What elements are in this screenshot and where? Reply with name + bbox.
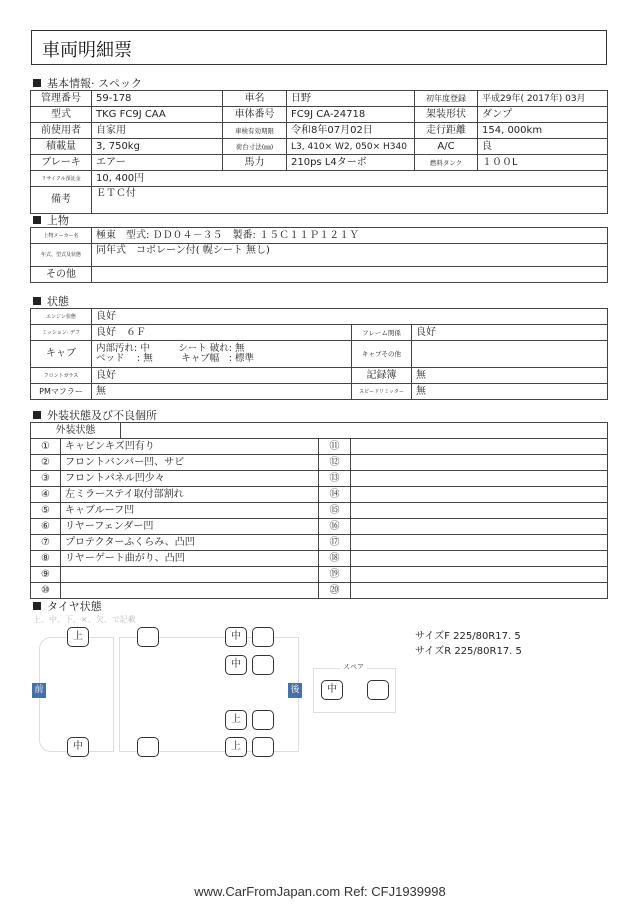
table-row [31, 439, 608, 455]
defect-text: プロテクターふくらみ、凸凹 [61, 535, 319, 551]
body-type-value: ダンプ [478, 107, 608, 123]
fuel-label: 燃料タンク [415, 155, 478, 171]
tire-front-right[interactable]: 中 [67, 737, 89, 757]
table-row [31, 551, 608, 567]
model-label: 型式 [31, 107, 92, 123]
mission-label: ミッション· デフ [31, 325, 92, 341]
table-row [31, 171, 608, 187]
bed-size-label: 荷台寸法(㎜) [223, 139, 287, 155]
car-name-value: 日野 [287, 91, 415, 107]
mileage-value: 154, 000km [478, 123, 608, 139]
tire-mid-top[interactable] [137, 627, 159, 647]
defect-number: ⑧ [31, 551, 61, 567]
limiter-label: スピードリミッター [352, 384, 412, 400]
tire-rear-r1-inner[interactable] [252, 737, 274, 757]
other-label: その他 [31, 267, 92, 283]
year-value: 同年式 コボレーン付( 幌シート 無し) [92, 244, 608, 267]
muffler-value: 無 [92, 384, 352, 400]
table-row [31, 567, 608, 583]
tire-rear-l2-inner[interactable] [252, 655, 274, 675]
section-exterior-heading: 外装状態及び不良個所 [33, 407, 157, 423]
defect-text [351, 519, 608, 535]
recycle-value: 10, 400円 [92, 171, 608, 187]
defect-text [351, 471, 608, 487]
section-body-heading: 上物 [33, 212, 69, 228]
car-name-label: 車名 [223, 91, 287, 107]
tire-spare-2[interactable] [367, 680, 389, 700]
inspection-value: 令和8年07月02日 [287, 123, 415, 139]
ac-label: A/C [415, 139, 478, 155]
body-type-label: 架装形状 [415, 107, 478, 123]
recycle-label: リサイクル預託金 [31, 171, 92, 187]
defect-text [351, 567, 608, 583]
windshield-label: フロントガラス [31, 368, 92, 384]
defect-number: ⑰ [319, 535, 351, 551]
cab-line-1: 内部汚れ: 中 シート 破れ: 無 [96, 343, 245, 354]
tire-front-left[interactable]: 上 [67, 627, 89, 647]
section-condition-heading: 状態 [33, 293, 69, 309]
table-row [31, 487, 608, 503]
spare-label: スペア [340, 662, 367, 672]
defect-text [61, 583, 319, 599]
defect-number: ⑨ [31, 567, 61, 583]
defect-number: ⑪ [319, 439, 351, 455]
defect-text: 左ミラーステイ取付部割れ [61, 487, 319, 503]
ac-value: 良 [478, 139, 608, 155]
engine-value: 良好 [92, 309, 608, 325]
defect-number: ⑥ [31, 519, 61, 535]
table-row [31, 325, 608, 341]
defect-number: ⑮ [319, 503, 351, 519]
tire-rear-l2-outer[interactable]: 中 [225, 655, 247, 675]
rear-marker: 後 [288, 683, 302, 698]
defect-text [351, 583, 608, 599]
table-row [31, 309, 608, 325]
table-row [31, 123, 608, 139]
defect-text [61, 567, 319, 583]
defect-text: フロントパネル凹少々 [61, 471, 319, 487]
defect-number: ⑯ [319, 519, 351, 535]
tire-rear-l1-inner[interactable] [252, 627, 274, 647]
capacity-value: 3, 750kg [92, 139, 223, 155]
tire-rear-r2-inner[interactable] [252, 710, 274, 730]
exterior-table [30, 422, 608, 599]
table-row [31, 267, 608, 283]
defect-text: キャビンキズ凹有り [61, 439, 319, 455]
defect-text [351, 503, 608, 519]
bed-size-value: L3, 410× W2, 050× H340 [287, 139, 415, 155]
chassis-value: FC9J CA-24718 [287, 107, 415, 123]
prev-user-label: 前使用者 [31, 123, 92, 139]
body-table [30, 227, 608, 283]
notes-label: 備考 [31, 187, 92, 214]
first-reg-label: 初年度登録 [415, 91, 478, 107]
table-row [31, 139, 608, 155]
mission-value: 良好 ６Ｆ [92, 325, 352, 341]
basic-info-table [30, 90, 608, 214]
record-label: 記録簿 [352, 368, 412, 384]
defect-number: ① [31, 439, 61, 455]
windshield-value: 良好 [92, 368, 352, 384]
footer-reference: www.CarFromJapan.com Ref: CFJ1939998 [194, 884, 446, 899]
table-row [31, 91, 608, 107]
table-row [31, 471, 608, 487]
brake-value: エアー [92, 155, 223, 171]
table-row [31, 503, 608, 519]
defect-text: リヤーゲート曲がり、凸凹 [61, 551, 319, 567]
other-value [92, 267, 608, 283]
record-value: 無 [412, 368, 608, 384]
defect-text [351, 455, 608, 471]
defect-number: ⑲ [319, 567, 351, 583]
maker-value: 極東 型式: ＤＤ０４－３５ 製番: １５Ｃ１１Ｐ１２１Ｙ [92, 228, 608, 244]
table-row [31, 228, 608, 244]
table-row [31, 423, 608, 439]
defect-number: ⑱ [319, 551, 351, 567]
cab-label: キャブ [31, 341, 92, 368]
defect-number: ⑭ [319, 487, 351, 503]
front-marker: 前 [32, 683, 46, 698]
notes-value: ＥＴＣ付 [92, 187, 608, 214]
tire-spare-1[interactable]: 中 [321, 680, 343, 700]
document-title: 車両明細票 [42, 40, 132, 61]
table-row [31, 455, 608, 471]
table-row [31, 535, 608, 551]
defect-number: ② [31, 455, 61, 471]
defect-number: ⑳ [319, 583, 351, 599]
fuel-value: １００L [478, 155, 608, 171]
brake-label: ブレーキ [31, 155, 92, 171]
section-tires-heading: タイヤ状態 [33, 598, 102, 614]
table-row [31, 368, 608, 384]
tire-rear-l1-outer[interactable]: 中 [225, 627, 247, 647]
defect-text: リヤーフェンダー凹 [61, 519, 319, 535]
year-label: 年式、型式及状態 [31, 244, 92, 267]
mgmt-no-label: 管理番号 [31, 91, 92, 107]
mileage-label: 走行距離 [415, 123, 478, 139]
defect-text: フロントバンパー凹、サビ [61, 455, 319, 471]
defect-text: キャブルーフ凹 [61, 503, 319, 519]
cab-other-value [412, 341, 608, 368]
mgmt-no-value: 59-178 [92, 91, 223, 107]
table-row [31, 384, 608, 400]
prev-user-value: 自家用 [92, 123, 223, 139]
chassis-label: 車体番号 [223, 107, 287, 123]
tire-hint: 上、中、下、×、欠、で記載 [33, 615, 136, 624]
tire-rear-r2-outer[interactable]: 上 [225, 710, 247, 730]
capacity-label: 積載量 [31, 139, 92, 155]
tire-size-front: サイズF 225/80R17. 5 [415, 631, 521, 642]
table-row [31, 244, 608, 267]
cab-value [92, 341, 352, 368]
bed-outline [119, 637, 299, 752]
defect-number: ④ [31, 487, 61, 503]
cab-outline [39, 637, 114, 752]
maker-label: 上物メーカー名 [31, 228, 92, 244]
hp-value: 210ps L4ターボ [287, 155, 415, 171]
limiter-value: 無 [412, 384, 608, 400]
defect-text [351, 439, 608, 455]
cab-line-2: ベッド : 無 キャブ幅 : 標準 [96, 353, 254, 364]
defect-text [351, 535, 608, 551]
document-title-box [31, 30, 607, 65]
table-row [31, 583, 608, 599]
cab-other-label: キャブその他 [352, 341, 412, 368]
table-row [31, 155, 608, 171]
hp-label: 馬力 [223, 155, 287, 171]
defect-number: ⑬ [319, 471, 351, 487]
defect-number: ⑩ [31, 583, 61, 599]
engine-label: エンジン状態 [31, 309, 92, 325]
tire-mid-bottom[interactable] [137, 737, 159, 757]
condition-table [30, 308, 608, 400]
table-row [31, 187, 608, 214]
frame-label: フレーム関係 [352, 325, 412, 341]
defect-text [351, 487, 608, 503]
exterior-header-label: 外装状態 [31, 423, 121, 439]
first-reg-value: 平成29年( 2017年) 03月 [478, 91, 608, 107]
defect-number: ⑫ [319, 455, 351, 471]
defect-number: ③ [31, 471, 61, 487]
model-value: TKG FC9J CAA [92, 107, 223, 123]
exterior-header-blank [121, 423, 608, 439]
tire-size-rear: サイズR 225/80R17. 5 [415, 646, 522, 657]
frame-value: 良好 [412, 325, 608, 341]
defect-number: ⑤ [31, 503, 61, 519]
defect-text [351, 551, 608, 567]
inspection-label: 車検有効期限 [223, 123, 287, 139]
muffler-label: PMマフラー [31, 384, 92, 400]
table-row [31, 519, 608, 535]
tire-rear-r1-outer[interactable]: 上 [225, 737, 247, 757]
section-basic-heading: 基本情報· スペック [33, 75, 142, 91]
table-row [31, 107, 608, 123]
defect-number: ⑦ [31, 535, 61, 551]
table-row [31, 341, 608, 368]
